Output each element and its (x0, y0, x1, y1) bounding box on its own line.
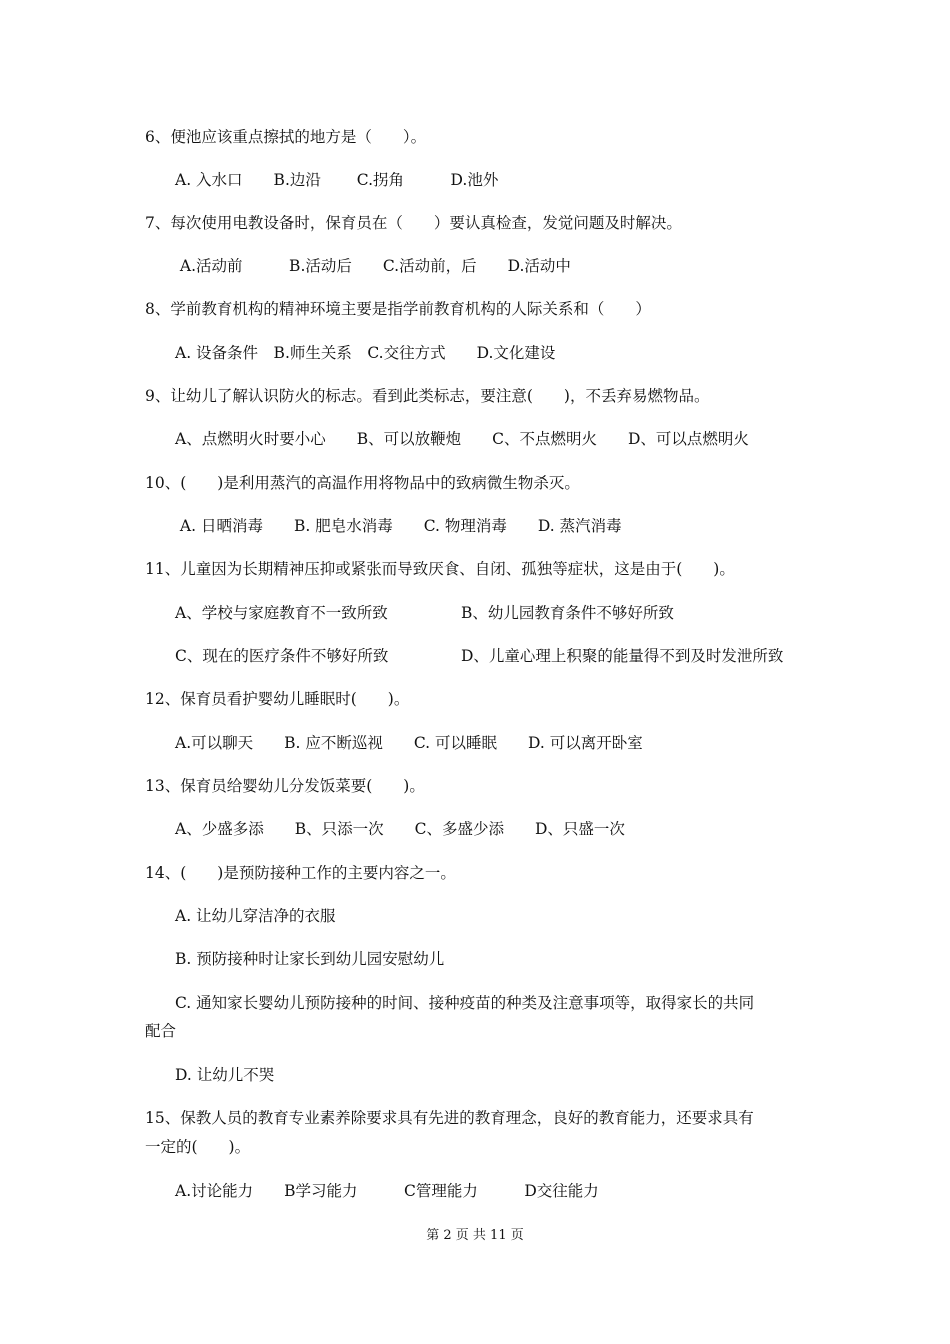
question-11-option-a: A、学校与家庭教育不一致所致 (175, 604, 388, 622)
question-14-option-b: B. 预防接种时让家长到幼儿园安慰幼儿 (175, 950, 445, 968)
question-7-options: A.活动前 B.活动后 C.活动前，后 D.活动中 (175, 257, 571, 275)
question-15-stem: 15、保教人员的教育专业素养除要求具有先进的教育理念，良好的教育能力，还要求具有 (145, 1109, 754, 1127)
page-number-footer: 第 2 页 共 11 页 (426, 1228, 524, 1243)
question-14-stem: 14、( )是预防接种工作的主要内容之一。 (145, 864, 456, 882)
question-11-stem: 11、儿童因为长期精神压抑或紧张而导致厌食、自闭、孤独等症状，这是由于( )。 (145, 560, 735, 578)
question-8-stem: 8、学前教育机构的精神环境主要是指学前教育机构的人际关系和（ ） (145, 300, 651, 318)
question-13-options: A、少盛多添 B、只添一次 C、多盛少添 D、只盛一次 (175, 820, 625, 838)
question-14-option-a: A. 让幼儿穿洁净的衣服 (175, 907, 336, 925)
question-14-option-c: C. 通知家长婴幼儿预防接种的时间、接种疫苗的种类及注意事项等，取得家长的共同 (175, 994, 755, 1012)
question-11-option-d: D、儿童心理上积聚的能量得不到及时发泄所致 (461, 647, 784, 665)
question-7-stem: 7、每次使用电教设备时，保育员在（ ）要认真检查，发觉问题及时解决。 (145, 214, 682, 232)
question-15-stem-continued: 一定的( )。 (145, 1138, 251, 1156)
question-14-option-c-continued: 配合 (145, 1022, 177, 1040)
question-6-options: A. 入水口 B.边沿 C.拐角 D.池外 (175, 171, 499, 189)
question-14-option-d: D. 让幼儿不哭 (175, 1066, 275, 1084)
question-9-stem: 9、让幼儿了解认识防火的标志。看到此类标志，要注意( )，不丢弃易燃物品。 (145, 387, 710, 405)
question-10-options: A. 日晒消毒 B. 肥皂水消毒 C. 物理消毒 D. 蒸汽消毒 (175, 517, 622, 535)
question-9-options: A、点燃明火时要小心 B、可以放鞭炮 C、不点燃明火 D、可以点燃明火 (175, 430, 749, 448)
question-15-options: A.讨论能力 B学习能力 C管理能力 D交往能力 (175, 1182, 599, 1200)
question-12-stem: 12、保育员看护婴幼儿睡眠时( )。 (145, 690, 410, 708)
question-8-options: A. 设备条件 B.师生关系 C.交往方式 D.文化建设 (175, 344, 556, 362)
question-10-stem: 10、( )是利用蒸汽的高温作用将物品中的致病微生物杀灭。 (145, 474, 580, 492)
question-6-stem: 6、便池应该重点擦拭的地方是（ ）。 (145, 128, 427, 146)
question-12-options: A.可以聊天 B. 应不断巡视 C. 可以睡眠 D. 可以离开卧室 (175, 734, 643, 752)
question-13-stem: 13、保育员给婴幼儿分发饭菜要( )。 (145, 777, 425, 795)
question-11-option-c: C、现在的医疗条件不够好所致 (175, 647, 389, 665)
question-11-option-b: B、幼儿园教育条件不够好所致 (461, 604, 674, 622)
